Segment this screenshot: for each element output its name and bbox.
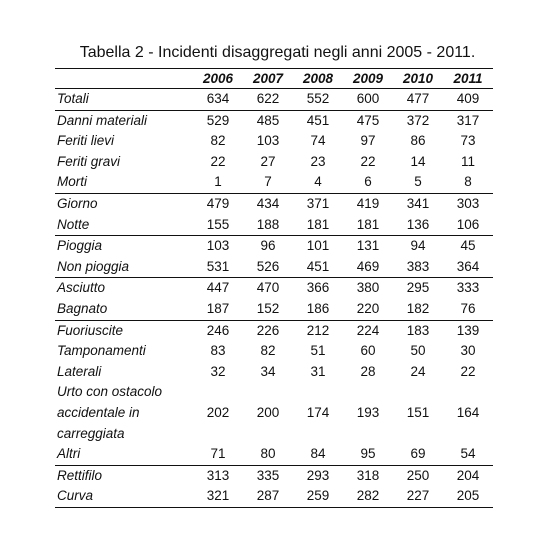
cell-value: 246 <box>193 320 243 341</box>
table-row <box>55 486 493 507</box>
row-label: Asciutto <box>55 278 193 299</box>
cell-value: 531 <box>206 258 230 274</box>
cell-value: 475 <box>343 110 393 131</box>
cell-value: 22 <box>360 153 376 169</box>
row-label: Notte <box>57 216 90 232</box>
table-row <box>55 236 493 257</box>
cell-value: 22 <box>460 363 476 379</box>
cell-value: 313 <box>193 465 243 486</box>
row-label: Morti <box>57 174 87 190</box>
row-label: Tamponamenti <box>57 343 146 359</box>
cell-value: 74 <box>310 133 326 149</box>
cell-value: 526 <box>256 258 280 274</box>
cell-value: 103 <box>193 236 243 257</box>
cell-value: 318 <box>343 465 393 486</box>
cell-value: 32 <box>210 363 226 379</box>
cell-value: 364 <box>456 258 480 274</box>
year-header: 2010 <box>393 69 443 89</box>
table-row <box>55 320 493 341</box>
cell-value: 82 <box>260 343 276 359</box>
table-row <box>55 278 493 299</box>
cell-value: 71 <box>210 446 226 462</box>
cell-value: 333 <box>443 278 493 299</box>
table-row <box>55 215 493 236</box>
cell-value: 14 <box>410 153 426 169</box>
cell-value: 529 <box>193 110 243 131</box>
cell-value: 182 <box>406 300 430 316</box>
cell-value: 31 <box>310 363 326 379</box>
table-row <box>55 444 493 465</box>
row-label: Bagnato <box>57 300 108 316</box>
row-label: Urto con ostacolo accidentale in carreggiata <box>57 384 163 441</box>
cell-value: 131 <box>343 236 393 257</box>
cell-value: 372 <box>393 110 443 131</box>
cell-value: 103 <box>256 133 280 149</box>
cell-value: 60 <box>360 343 376 359</box>
cell-value: 8 <box>464 174 472 190</box>
cell-value: 80 <box>260 446 276 462</box>
row-label: Curva <box>55 486 193 507</box>
cell-value: 186 <box>306 300 330 316</box>
cell-value: 23 <box>310 153 326 169</box>
cell-value: 622 <box>243 89 293 111</box>
cell-value: 164 <box>456 404 480 420</box>
table-row <box>55 131 493 152</box>
cell-value: 250 <box>393 465 443 486</box>
cell-value: 205 <box>443 486 493 507</box>
cell-value: 303 <box>443 193 493 214</box>
cell-value: 227 <box>393 486 443 507</box>
cell-value: 101 <box>293 236 343 257</box>
cell-value: 552 <box>293 89 343 111</box>
cell-value: 1 <box>214 174 222 190</box>
cell-value: 451 <box>306 258 330 274</box>
cell-value: 96 <box>243 236 293 257</box>
row-label: Danni materiali <box>55 110 193 131</box>
cell-value: 45 <box>443 236 493 257</box>
cell-value: 335 <box>243 465 293 486</box>
year-header: 2008 <box>293 69 343 89</box>
cell-value: 193 <box>356 404 380 420</box>
cell-value: 54 <box>460 446 476 462</box>
cell-value: 600 <box>343 89 393 111</box>
table-row <box>55 172 493 193</box>
year-header: 2006 <box>193 69 243 89</box>
table-row <box>55 152 493 173</box>
cell-value: 22 <box>210 153 226 169</box>
row-label: Pioggia <box>55 236 193 257</box>
table-row <box>55 89 493 111</box>
cell-value: 341 <box>393 193 443 214</box>
cell-value: 224 <box>343 320 393 341</box>
cell-value: 86 <box>410 133 426 149</box>
cell-value: 84 <box>310 446 326 462</box>
table-row <box>55 299 493 320</box>
table-row <box>55 382 493 444</box>
cell-value: 366 <box>293 278 343 299</box>
cell-value: 27 <box>260 153 276 169</box>
cell-value: 5 <box>414 174 422 190</box>
row-label: Non pioggia <box>57 258 130 274</box>
cell-value: 183 <box>393 320 443 341</box>
cell-value: 371 <box>293 193 343 214</box>
cell-value: 97 <box>360 133 376 149</box>
cell-value: 152 <box>256 300 280 316</box>
cell-value: 181 <box>356 216 380 232</box>
cell-value: 200 <box>256 404 280 420</box>
cell-value: 106 <box>456 216 480 232</box>
cell-value: 204 <box>443 465 493 486</box>
cell-value: 220 <box>356 300 380 316</box>
cell-value: 380 <box>343 278 393 299</box>
year-header: 2009 <box>343 69 393 89</box>
cell-value: 174 <box>306 404 330 420</box>
table-row <box>55 465 493 486</box>
cell-value: 447 <box>193 278 243 299</box>
cell-value: 282 <box>343 486 393 507</box>
row-label: Rettifilo <box>55 465 193 486</box>
row-label: Totali <box>55 89 193 111</box>
cell-value: 136 <box>406 216 430 232</box>
cell-value: 321 <box>193 486 243 507</box>
table-row <box>55 341 493 362</box>
header-row <box>55 69 493 89</box>
cell-value: 477 <box>393 89 443 111</box>
cell-value: 50 <box>410 343 426 359</box>
cell-value: 212 <box>293 320 343 341</box>
cell-value: 82 <box>210 133 226 149</box>
row-label: Feriti gravi <box>57 153 121 169</box>
cell-value: 485 <box>243 110 293 131</box>
table-row <box>55 110 493 131</box>
cell-value: 4 <box>314 174 322 190</box>
cell-value: 287 <box>243 486 293 507</box>
year-header: 2007 <box>243 69 293 89</box>
row-label: Fuoriuscite <box>55 320 193 341</box>
cell-value: 634 <box>193 89 243 111</box>
cell-value: 293 <box>293 465 343 486</box>
cell-value: 469 <box>356 258 380 274</box>
table-row <box>55 257 493 278</box>
cell-value: 434 <box>243 193 293 214</box>
cell-value: 479 <box>193 193 243 214</box>
row-label: Feriti lievi <box>57 133 115 149</box>
cell-value: 83 <box>210 343 226 359</box>
cell-value: 28 <box>360 363 376 379</box>
cell-value: 470 <box>243 278 293 299</box>
row-label: Giorno <box>55 193 193 214</box>
cell-value: 139 <box>443 320 493 341</box>
row-label: Altri <box>57 446 81 462</box>
cell-value: 295 <box>393 278 443 299</box>
cell-value: 76 <box>460 300 476 316</box>
row-label: Laterali <box>57 363 102 379</box>
cell-value: 69 <box>410 446 426 462</box>
cell-value: 181 <box>306 216 330 232</box>
cell-value: 11 <box>460 153 475 169</box>
table-caption: Tabella 2 - Incidenti disaggregati negli anni 2005 - 2011. <box>79 44 476 61</box>
cell-value: 95 <box>360 446 376 462</box>
cell-value: 451 <box>293 110 343 131</box>
cell-value: 151 <box>406 404 430 420</box>
cell-value: 155 <box>206 216 230 232</box>
cell-value: 6 <box>364 174 372 190</box>
cell-value: 187 <box>206 300 230 316</box>
cell-value: 24 <box>410 363 426 379</box>
year-header: 2011 <box>443 69 493 89</box>
cell-value: 188 <box>256 216 280 232</box>
cell-value: 94 <box>393 236 443 257</box>
cell-value: 259 <box>293 486 343 507</box>
cell-value: 419 <box>343 193 393 214</box>
cell-value: 51 <box>310 343 326 359</box>
cell-value: 226 <box>243 320 293 341</box>
cell-value: 383 <box>406 258 430 274</box>
table-row <box>55 362 493 383</box>
cell-value: 30 <box>460 343 476 359</box>
table-row <box>55 193 493 214</box>
header-corner <box>55 69 193 89</box>
cell-value: 317 <box>443 110 493 131</box>
incidents-table <box>55 68 493 508</box>
cell-value: 7 <box>264 174 272 190</box>
cell-value: 202 <box>206 404 230 420</box>
cell-value: 73 <box>460 133 476 149</box>
cell-value: 34 <box>260 363 276 379</box>
cell-value: 409 <box>443 89 493 111</box>
